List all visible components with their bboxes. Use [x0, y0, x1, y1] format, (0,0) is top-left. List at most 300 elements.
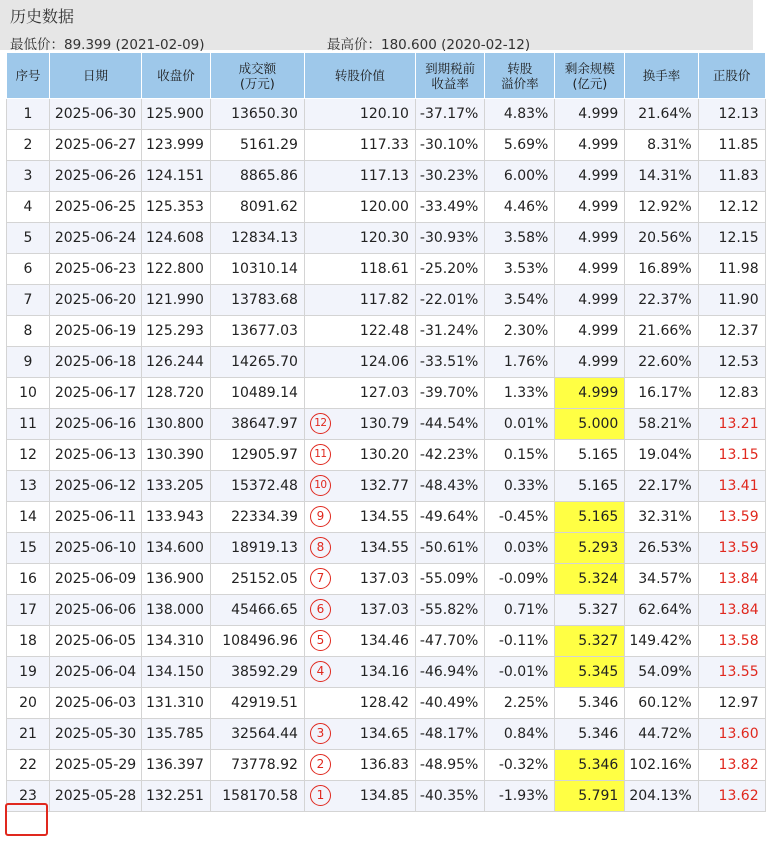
cell-turnover-value: 13783.68: [231, 292, 298, 308]
cell-date-value: 2025-06-23: [54, 261, 137, 277]
cell-premium-value: 0.33%: [503, 478, 549, 494]
table-row[interactable]: [7, 657, 766, 688]
cell-close: [142, 750, 211, 781]
cell-close-value: 125.293: [146, 323, 204, 339]
cell-conv-value: [304, 564, 415, 595]
cell-turnover-rate: [625, 750, 698, 781]
cell-remain-value: 5.327: [578, 602, 619, 618]
table-row[interactable]: [7, 192, 766, 223]
cell-turnover-value: 15372.48: [231, 478, 298, 494]
table-row[interactable]: [7, 719, 766, 750]
cell-premium: [485, 781, 555, 812]
col-header-remain[interactable]: [555, 53, 625, 99]
cell-close: [142, 192, 211, 223]
col-header-close[interactable]: 收盘价: [142, 53, 211, 99]
cell-stock-price-value: 13.59: [718, 540, 759, 556]
cell-remain: [555, 502, 625, 533]
col-header-ytm-line2: 收益率: [431, 75, 469, 91]
cell-date: [50, 688, 142, 719]
table-row[interactable]: [7, 440, 766, 471]
table-body: [7, 99, 766, 812]
cell-turnover: [210, 161, 304, 192]
cell-conv-value: [304, 192, 415, 223]
cell-ytm: [415, 750, 484, 781]
cell-no-value: 4: [23, 199, 33, 215]
cell-remain-value: 5.791: [578, 788, 619, 804]
cell-turnover-rate-value: 8.31%: [647, 137, 692, 153]
cell-date-value: 2025-06-04: [54, 664, 137, 680]
cell-remain-value: 5.165: [578, 478, 619, 494]
cell-turnover-value: 73778.92: [231, 757, 298, 773]
cell-stock-price: [698, 409, 765, 440]
cell-turnover-rate: [625, 99, 698, 130]
cell-turnover-rate-value: 16.89%: [638, 261, 692, 277]
cell-remain-value: 5.293: [578, 540, 619, 556]
cell-no-value: 3: [23, 168, 33, 184]
cell-no-value: 5: [23, 230, 33, 246]
cell-premium-value: -0.45%: [498, 509, 549, 525]
cell-conv-value-value: 120.10: [359, 106, 409, 122]
circled-number-marker: 5: [310, 630, 331, 651]
cell-remain: [555, 99, 625, 130]
cell-premium: [485, 471, 555, 502]
cell-close-value: 134.150: [146, 664, 204, 680]
cell-remain-value: 4.999: [578, 199, 619, 215]
cell-close: [142, 688, 211, 719]
cell-premium-value: 2.30%: [503, 323, 549, 339]
cell-close-value: 133.943: [146, 509, 204, 525]
cell-close: [142, 471, 211, 502]
cell-date-value: 2025-06-24: [54, 230, 137, 246]
col-header-stock-price[interactable]: 正股价: [698, 53, 765, 99]
cell-premium: [485, 378, 555, 409]
cell-close: [142, 533, 211, 564]
cell-date-value: 2025-06-18: [54, 354, 137, 370]
cell-conv-value: [304, 409, 415, 440]
cell-date: [50, 657, 142, 688]
cell-date-value: 2025-06-03: [54, 695, 137, 711]
cell-close-value: 134.310: [146, 633, 204, 649]
cell-remain: [555, 223, 625, 254]
cell-ytm: [415, 440, 484, 471]
cell-conv-value-value: 134.65: [359, 726, 409, 742]
cell-date-value: 2025-06-13: [54, 447, 137, 463]
cell-no-value: 15: [19, 540, 37, 556]
cell-remain-value: 4.999: [578, 385, 619, 401]
cell-ytm: [415, 192, 484, 223]
panel-title: 历史数据: [10, 7, 75, 26]
cell-conv-value-value: 130.79: [359, 416, 409, 432]
cell-turnover: [210, 285, 304, 316]
cell-ytm: [415, 564, 484, 595]
cell-turnover-rate: [625, 285, 698, 316]
cell-close: [142, 285, 211, 316]
cell-date-value: 2025-06-20: [54, 292, 137, 308]
cell-premium: [485, 533, 555, 564]
cell-stock-price-value: 13.58: [718, 633, 759, 649]
cell-turnover-rate: [625, 502, 698, 533]
cell-close-value: 133.205: [146, 478, 204, 494]
cell-ytm: [415, 533, 484, 564]
cell-turnover-rate: [625, 440, 698, 471]
cell-close-value: 128.720: [146, 385, 204, 401]
col-header-no[interactable]: 序号: [7, 53, 50, 99]
cell-turnover-rate: [625, 657, 698, 688]
cell-turnover: [210, 750, 304, 781]
cell-turnover-rate: [625, 595, 698, 626]
cell-turnover-rate: [625, 161, 698, 192]
cell-stock-price-value: 13.41: [718, 478, 759, 494]
cell-stock-price: [698, 471, 765, 502]
table-row[interactable]: [7, 254, 766, 285]
cell-premium: [485, 285, 555, 316]
cell-ytm: [415, 471, 484, 502]
cell-remain-value: 5.165: [578, 509, 619, 525]
cell-conv-value-value: 120.30: [359, 230, 409, 246]
cell-ytm: [415, 223, 484, 254]
cell-stock-price: [698, 161, 765, 192]
cell-turnover: [210, 688, 304, 719]
cell-date-value: 2025-06-09: [54, 571, 137, 587]
cell-premium-value: 4.83%: [503, 106, 549, 122]
cell-stock-price: [698, 781, 765, 812]
cell-close-value: 132.251: [146, 788, 204, 804]
cell-date-value: 2025-06-19: [54, 323, 137, 339]
cell-turnover-rate-value: 20.56%: [638, 230, 692, 246]
cell-no: [7, 564, 50, 595]
cell-turnover-rate: [625, 626, 698, 657]
cell-stock-price-value: 13.59: [718, 509, 759, 525]
cell-conv-value-value: 134.55: [359, 540, 409, 556]
cell-no-value: 1: [23, 106, 33, 122]
cell-close: [142, 595, 211, 626]
cell-date: [50, 471, 142, 502]
cell-turnover-value: 158170.58: [222, 788, 298, 804]
table-row[interactable]: [7, 533, 766, 564]
cell-turnover-rate: [625, 471, 698, 502]
col-header-turnover-rate[interactable]: 换手率: [625, 53, 698, 99]
cell-turnover: [210, 254, 304, 285]
cell-conv-value-value: 128.42: [359, 695, 409, 711]
cell-ytm: [415, 657, 484, 688]
cell-no-value: 9: [23, 354, 33, 370]
high-price-value: 180.600 (2020-02-12): [381, 37, 531, 53]
cell-premium-value: 1.33%: [503, 385, 549, 401]
cell-date: [50, 502, 142, 533]
cell-turnover-value: 32564.44: [231, 726, 298, 742]
cell-stock-price-value: 12.37: [718, 323, 759, 339]
cell-turnover: [210, 719, 304, 750]
cell-conv-value: [304, 657, 415, 688]
cell-premium: [485, 440, 555, 471]
cell-stock-price: [698, 440, 765, 471]
cell-premium: [485, 595, 555, 626]
cell-ytm: [415, 719, 484, 750]
circled-number-marker: 4: [310, 661, 331, 682]
high-price-group: [327, 33, 530, 53]
table-row[interactable]: [7, 161, 766, 192]
cell-stock-price-value: 13.84: [718, 571, 759, 587]
col-header-premium[interactable]: [485, 53, 555, 99]
cell-premium-value: 3.58%: [503, 230, 549, 246]
cell-ytm-value: -47.70%: [419, 633, 479, 649]
cell-remain-value: 4.999: [578, 230, 619, 246]
cell-stock-price-value: 12.12: [718, 199, 759, 215]
cell-turnover-value: 8865.86: [240, 168, 298, 184]
table-row[interactable]: [7, 564, 766, 595]
cell-premium-value: 0.84%: [503, 726, 549, 742]
cell-premium-value: -0.01%: [498, 664, 549, 680]
cell-stock-price: [698, 564, 765, 595]
cell-premium: [485, 223, 555, 254]
cell-premium-value: 5.69%: [503, 137, 549, 153]
cell-ytm-value: -25.20%: [419, 261, 479, 277]
cell-remain-value: 4.999: [578, 354, 619, 370]
cell-turnover-rate-value: 22.37%: [638, 292, 692, 308]
cell-ytm-value: -33.49%: [419, 199, 479, 215]
cell-turnover: [210, 595, 304, 626]
col-header-conv-value[interactable]: 转股价值: [304, 53, 415, 99]
cell-turnover-rate-value: 60.12%: [638, 695, 692, 711]
cell-turnover-value: 12905.97: [231, 447, 298, 463]
cell-conv-value: [304, 378, 415, 409]
cell-no: [7, 533, 50, 564]
cell-turnover-rate-value: 22.60%: [638, 354, 692, 370]
cell-premium: [485, 347, 555, 378]
cell-conv-value-value: 120.00: [359, 199, 409, 215]
cell-premium: [485, 192, 555, 223]
cell-stock-price: [698, 223, 765, 254]
cell-turnover: [210, 99, 304, 130]
cell-stock-price-value: 11.83: [718, 168, 759, 184]
cell-ytm-value: -44.54%: [419, 416, 479, 432]
circled-number-marker: 9: [310, 506, 331, 527]
table-header-row: [7, 53, 766, 99]
cell-turnover: [210, 130, 304, 161]
cell-remain-value: 4.999: [578, 323, 619, 339]
cell-ytm-value: -30.93%: [419, 230, 479, 246]
cell-turnover-rate-value: 12.92%: [638, 199, 692, 215]
cell-no-value: 8: [23, 323, 33, 339]
cell-no: [7, 626, 50, 657]
cell-conv-value: [304, 130, 415, 161]
cell-premium-value: -1.93%: [498, 788, 549, 804]
cell-no: [7, 347, 50, 378]
cell-date-value: 2025-06-16: [54, 416, 137, 432]
cell-no: [7, 99, 50, 130]
table-row[interactable]: [7, 409, 766, 440]
cell-date: [50, 750, 142, 781]
cell-conv-value-value: 117.13: [359, 168, 409, 184]
cell-close-value: 130.800: [146, 416, 204, 432]
cell-remain-value: 4.999: [578, 168, 619, 184]
cell-turnover-rate-value: 21.66%: [638, 323, 692, 339]
cell-date-value: 2025-05-30: [54, 726, 137, 742]
cell-close: [142, 409, 211, 440]
cell-close-value: 122.800: [146, 261, 204, 277]
cell-stock-price-value: 12.15: [718, 230, 759, 246]
table-row[interactable]: [7, 502, 766, 533]
col-header-turnover[interactable]: [210, 53, 304, 99]
cell-conv-value: [304, 750, 415, 781]
cell-remain-value: 5.000: [578, 416, 619, 432]
cell-turnover-rate: [625, 316, 698, 347]
cell-no: [7, 595, 50, 626]
cell-no-value: 20: [19, 695, 37, 711]
cell-conv-value-value: 130.20: [359, 447, 409, 463]
cell-date-value: 2025-06-06: [54, 602, 137, 618]
cell-date-value: 2025-06-10: [54, 540, 137, 556]
cell-turnover-rate: [625, 223, 698, 254]
cell-no-value: 10: [19, 385, 37, 401]
cell-turnover-value: 12834.13: [231, 230, 298, 246]
col-header-remain-line1: 剩余规模: [564, 60, 615, 76]
cell-stock-price-value: 13.21: [718, 416, 759, 432]
cell-conv-value-value: 134.46: [359, 633, 409, 649]
history-table: [6, 52, 766, 812]
high-price-label: 最高价：: [327, 37, 381, 53]
cell-turnover-rate-value: 54.09%: [638, 664, 692, 680]
col-header-premium-line2: 溢价率: [501, 75, 539, 91]
cell-turnover-value: 13650.30: [231, 106, 298, 122]
cell-premium: [485, 161, 555, 192]
circled-number-marker: 6: [310, 599, 331, 620]
table-row[interactable]: [7, 688, 766, 719]
cell-conv-value: [304, 533, 415, 564]
cell-close-value: 130.390: [146, 447, 204, 463]
cell-stock-price: [698, 378, 765, 409]
cell-date: [50, 378, 142, 409]
cell-remain: [555, 595, 625, 626]
cell-turnover-rate-value: 21.64%: [638, 106, 692, 122]
cell-no-value: 16: [19, 571, 37, 587]
cell-turnover-rate: [625, 409, 698, 440]
cell-stock-price: [698, 657, 765, 688]
cell-turnover-value: 14265.70: [231, 354, 298, 370]
cell-stock-price: [698, 533, 765, 564]
table-row[interactable]: [7, 378, 766, 409]
cell-conv-value: [304, 285, 415, 316]
cell-turnover-rate: [625, 130, 698, 161]
circled-number-marker: 7: [310, 568, 331, 589]
cell-date: [50, 533, 142, 564]
cell-close-value: 125.353: [146, 199, 204, 215]
cell-turnover: [210, 781, 304, 812]
cell-turnover-rate: [625, 719, 698, 750]
cell-date: [50, 564, 142, 595]
cell-no-value: 23: [19, 788, 37, 804]
cell-close-value: 131.310: [146, 695, 204, 711]
cell-date-value: 2025-06-05: [54, 633, 137, 649]
col-header-ytm[interactable]: [415, 53, 484, 99]
cell-stock-price-value: 13.84: [718, 602, 759, 618]
cell-turnover: [210, 502, 304, 533]
cell-premium-value: 0.71%: [503, 602, 549, 618]
cell-turnover-value: 45466.65: [231, 602, 298, 618]
cell-date: [50, 99, 142, 130]
cell-date: [50, 440, 142, 471]
table-row[interactable]: [7, 285, 766, 316]
cell-date: [50, 595, 142, 626]
table-row[interactable]: [7, 781, 766, 812]
cell-no: [7, 192, 50, 223]
table-row[interactable]: [7, 316, 766, 347]
cell-close: [142, 254, 211, 285]
cell-ytm: [415, 99, 484, 130]
cell-stock-price: [698, 595, 765, 626]
cell-conv-value-value: 134.85: [359, 788, 409, 804]
cell-ytm-value: -40.49%: [419, 695, 479, 711]
cell-no: [7, 316, 50, 347]
cell-conv-value-value: 117.82: [359, 292, 409, 308]
cell-turnover-rate-value: 14.31%: [638, 168, 692, 184]
cell-ytm: [415, 130, 484, 161]
cell-stock-price: [698, 254, 765, 285]
cell-conv-value-value: 137.03: [359, 602, 409, 618]
cell-ytm: [415, 409, 484, 440]
cell-close-value: 134.600: [146, 540, 204, 556]
cell-close: [142, 440, 211, 471]
col-header-date[interactable]: 日期: [50, 53, 142, 99]
cell-close: [142, 99, 211, 130]
table-row[interactable]: [7, 595, 766, 626]
cell-no-value: 17: [19, 602, 37, 618]
cell-turnover: [210, 657, 304, 688]
cell-stock-price-value: 12.53: [718, 354, 759, 370]
table-row[interactable]: [7, 99, 766, 130]
cell-remain-value: 4.999: [578, 106, 619, 122]
cell-turnover: [210, 471, 304, 502]
table-row[interactable]: [7, 626, 766, 657]
table-row[interactable]: [7, 471, 766, 502]
cell-turnover-rate-value: 204.13%: [629, 788, 692, 804]
cell-conv-value: [304, 223, 415, 254]
cell-premium-value: 4.46%: [503, 199, 549, 215]
cell-premium: [485, 409, 555, 440]
cell-ytm-value: -48.95%: [419, 757, 479, 773]
cell-turnover-rate: [625, 192, 698, 223]
cell-no: [7, 161, 50, 192]
cell-close: [142, 161, 211, 192]
cell-conv-value-value: 124.06: [359, 354, 409, 370]
cell-remain: [555, 471, 625, 502]
cell-remain: [555, 192, 625, 223]
cell-turnover: [210, 440, 304, 471]
low-price-value: 89.399 (2021-02-09): [64, 37, 205, 53]
cell-remain-value: 5.346: [578, 757, 619, 773]
table-row[interactable]: [7, 223, 766, 254]
cell-turnover: [210, 409, 304, 440]
cell-close-value: 121.990: [146, 292, 204, 308]
table-row[interactable]: [7, 130, 766, 161]
cell-remain-value: 4.999: [578, 261, 619, 277]
cell-remain: [555, 533, 625, 564]
cell-turnover-rate-value: 34.57%: [638, 571, 692, 587]
cell-no: [7, 254, 50, 285]
col-header-ytm-line1: 到期税前: [425, 60, 476, 76]
cell-conv-value: [304, 719, 415, 750]
cell-close: [142, 781, 211, 812]
cell-premium: [485, 316, 555, 347]
table-row[interactable]: [7, 750, 766, 781]
cell-turnover: [210, 378, 304, 409]
cell-premium: [485, 564, 555, 595]
table-row[interactable]: [7, 347, 766, 378]
circled-number-marker: 11: [310, 444, 331, 465]
cell-stock-price-value: 13.82: [718, 757, 759, 773]
cell-no-value: 19: [19, 664, 37, 680]
panel-header: [0, 0, 753, 53]
